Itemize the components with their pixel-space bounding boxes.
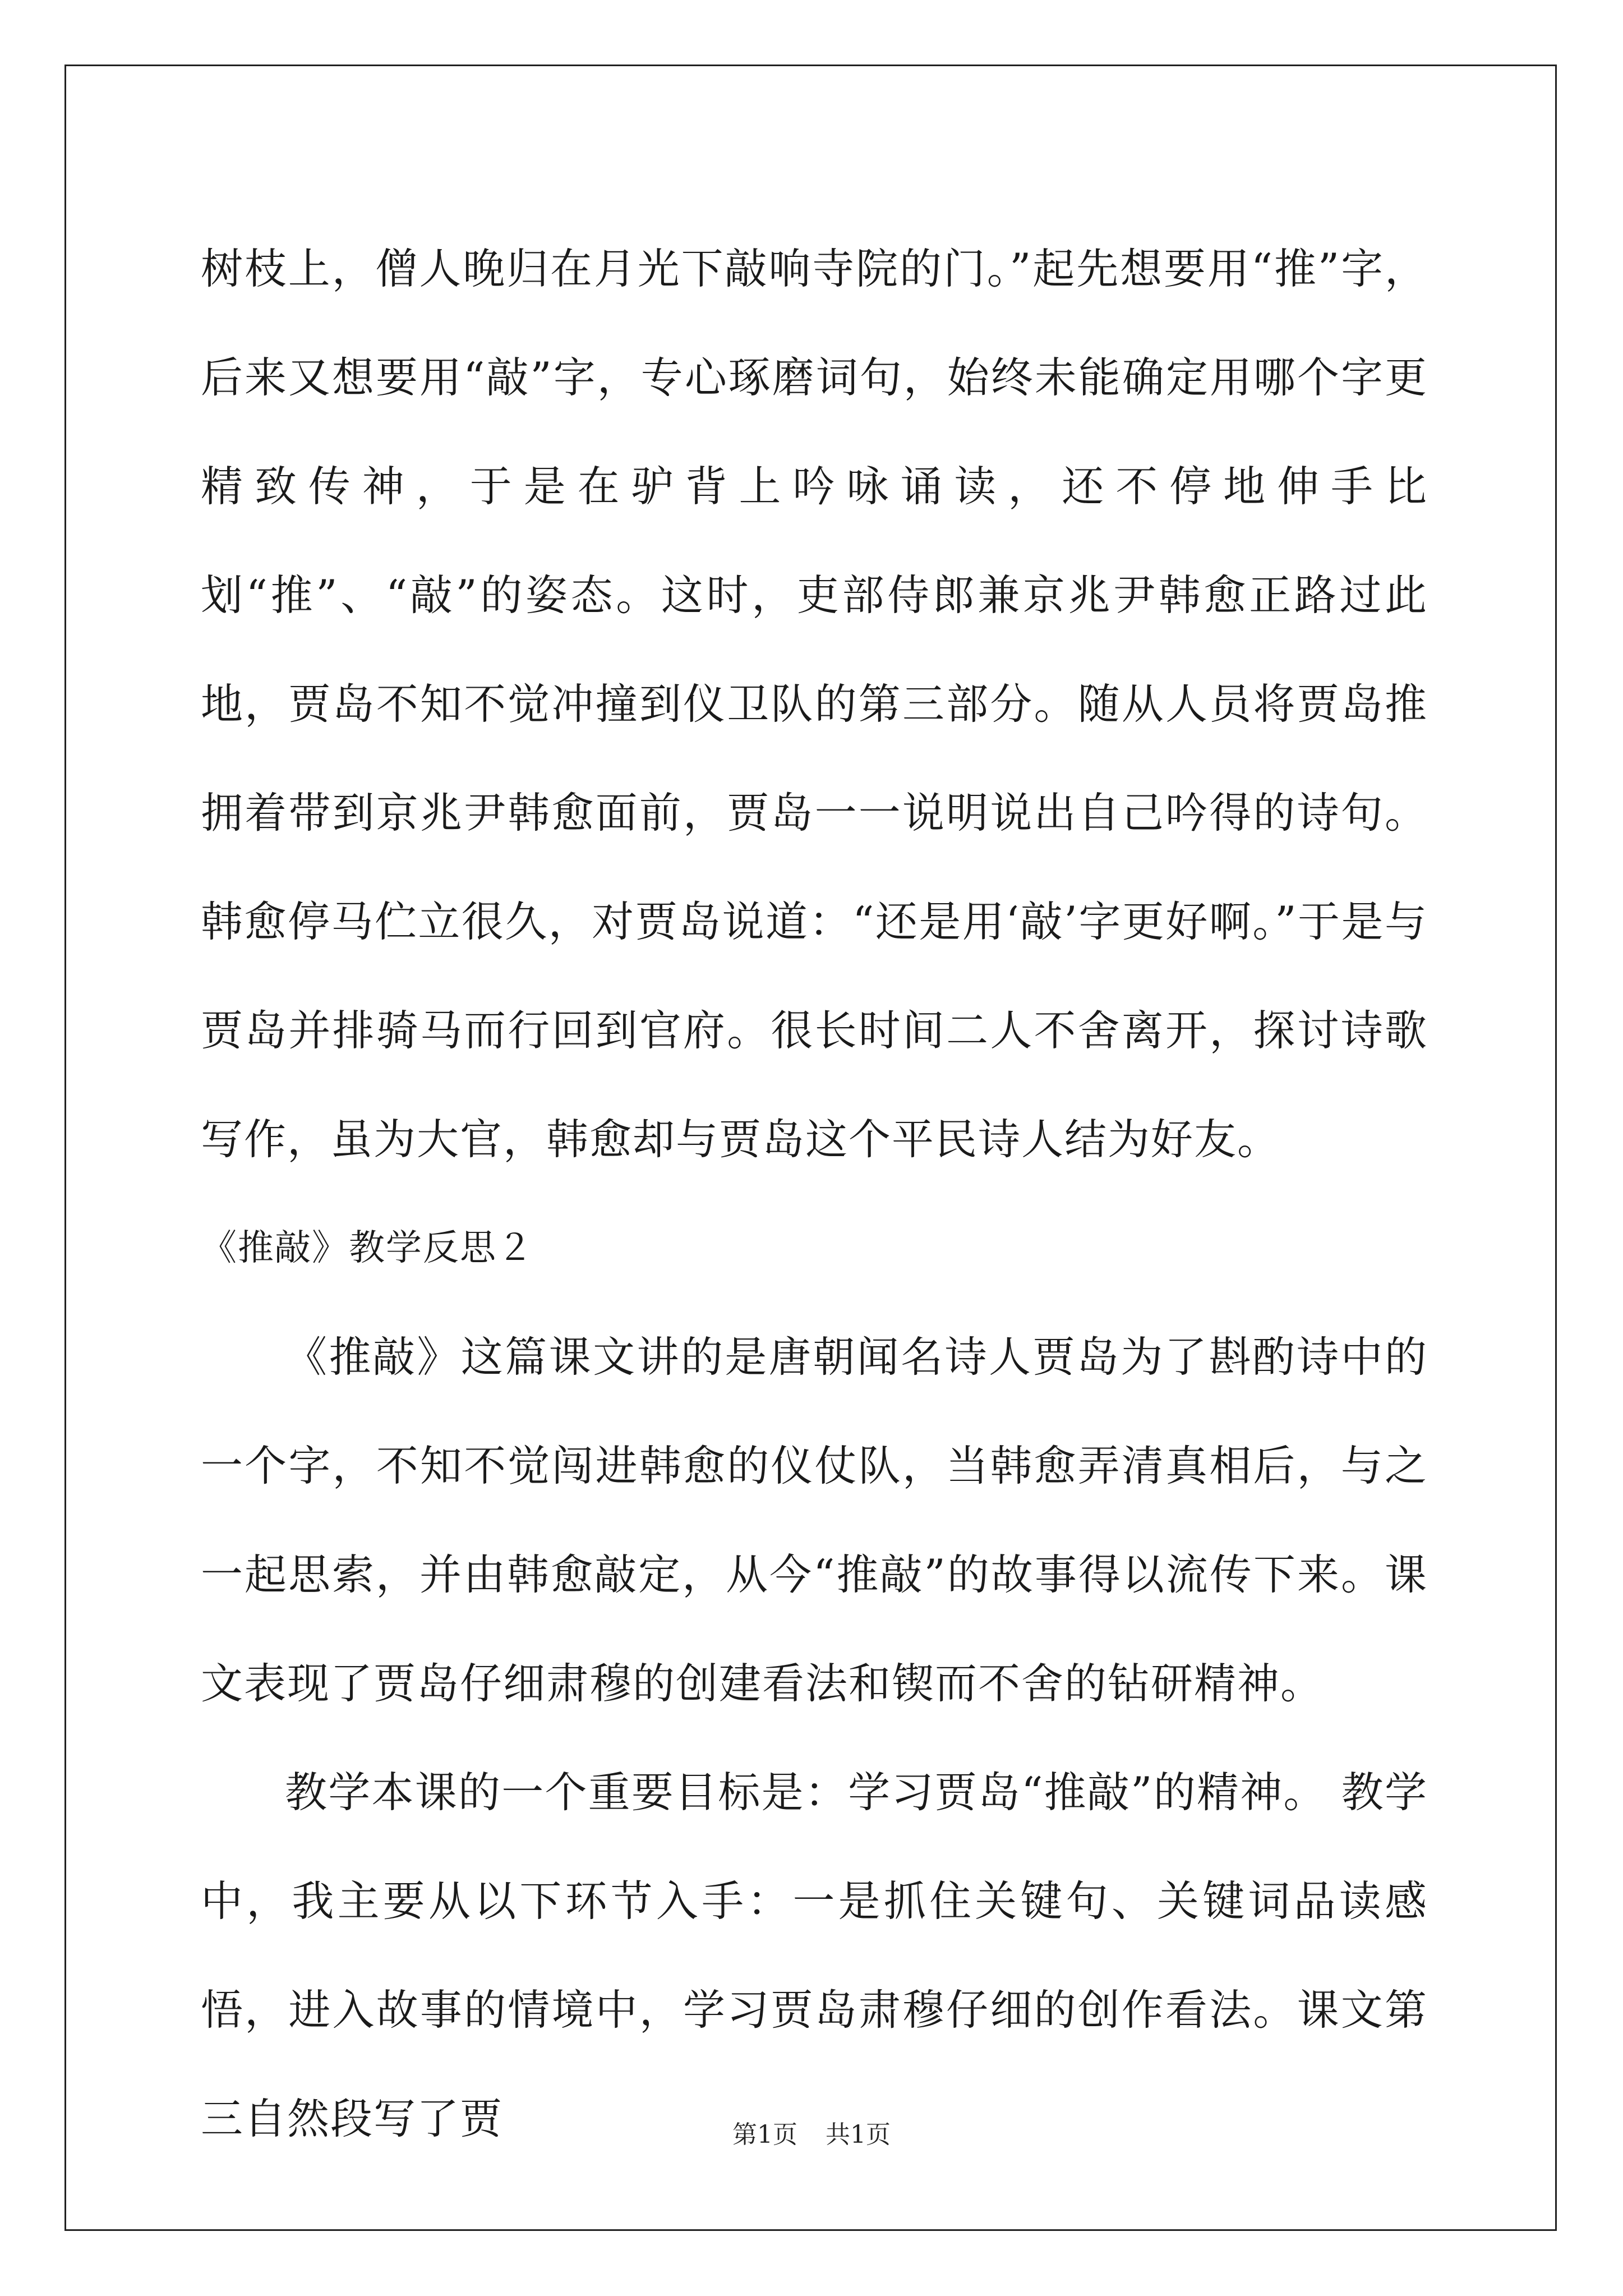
document-body <box>201 214 1428 2173</box>
page-number-current: 第1页 <box>732 2120 797 2149</box>
body-paragraph-1: 《推敲》这篇课文讲的是唐朝闻名诗人贾岛为了斟酌诗中的一个字，不知不觉闯进韩愈的仪仗队，当韩愈弄清真相后，与之一起思索，并由韩愈敲定，从今“推敲”的故事得以流传下来。课文表现了贾岛仔细肃穆的创建看法和锲而不舍的钻研精神。 <box>201 1332 1428 1708</box>
page-number-total: 共1页 <box>826 2120 891 2149</box>
section-heading: 《推敲》教学反思２ <box>201 1227 534 1269</box>
page-footer <box>0 2118 1623 2152</box>
body-paragraph-2: 教学本课的一个重要目标是：学习贾岛“推敲”的精神。 教学中，我主要从以下环节入手：一是抓住关键句、关键词品读感悟，进入故事的情境中，学习贾岛肃穆仔细的创作看法。课文第三自然段写了贾 <box>201 1768 1428 2143</box>
continued-paragraph: 树枝上，僧人晚归在月光下敲响寺院的门。”起先想要用“推”字，后来又想要用“敲”字，专心琢磨词句，始终未能确定用哪个字更精致传神，于是在驴背上吟咏诵读，还不停地伸手比划“推”、“敲”的姿态。这时，吏部侍郎兼京兆尹韩愈正路过此地，贾岛不知不觉冲撞到仪卫队的第三部分。随从人员将贾岛推拥着带到京兆尹韩愈面前，贾岛一一说明说出自己吟得的诗句。韩愈停马伫立很久，对贾岛说道：“还是用‘敲’字更好啊。”于是与贾岛并排骑马而行回到官府。很长时间二人不舍离开，探讨诗歌写作，虽为大官，韩愈却与贾岛这个平民诗人结为好友。 <box>201 244 1428 1164</box>
